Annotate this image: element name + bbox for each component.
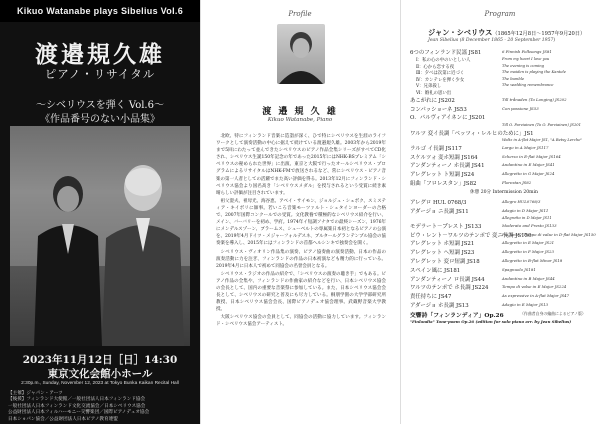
program-item [410,239,598,248]
series-label: ～シベリウスを弾く Vol.6～ [36,100,164,111]
program-item [410,292,598,301]
bio-paragraph: 祖父澄夫、祖母光、海谷恵、アベイ・サイモン、ジョルジュ・シェボク、スミスティア・キイボリに師事。若いころ音楽モーツァルト・シュタインヨーダーの合格で、2007年国際コンクールでの受賞。文化教養で積極的なシベリウス紹介を行い、メイン、バーバリーを初め、学府。1974年イ短調ソナタでの最終シーズン、1976年にメンデルスゾーン、ブラームス、シューベルトの専属楽日本初となるピアノの公演を、2019年4月ドイツ・メジャーフォルデスネ、ブルタールグランテンプル協会の協奏楽を導入し、2015年にはフィンランドの首都ヘルシンキで独奏会を開く。 [216,198,386,247]
program-item-title: コンパッショーネ JS53 [410,106,467,113]
program-item-title-en: Till O. Parviainen (To O. Parviainen) JS201 [502,123,581,128]
program-item-title: Ⅳ：カンテレを弾く少女 [416,77,465,83]
program-item [410,48,598,57]
program-item [410,231,598,240]
program-item-title-en: Allegretto in D Major JS11 [502,216,552,221]
program-item-title-en: Waltz in A-flat Major JS1, "A Betsy Lerche" [502,138,583,143]
bio-paragraph: 大阪シベリウス協会の会員として、同協会の活動に協力しています。フィンランド・シベリウス協会アーティスト。 [216,315,386,328]
program-item-title-en: Con passione JS53 [502,105,539,111]
program-item [410,96,598,105]
performer-portrait [277,24,325,84]
credit-line: 【後援】フィンランド大使館／一般社団法人日本フィンランド協会 [8,396,146,402]
program-item-title: Ⅰ：私の心の中のいとしい人 [416,58,471,64]
program-item-title: スペイン風に JS181 [410,267,461,274]
performer-name-en: Kikuo Watanabe, Piano [267,117,333,123]
program-item-title: アレグレット 変ロ短調 JS18 [410,258,480,265]
credit-line: 一般社団法人日本フィンランド文化交流協会／日本シベリウス協会 [8,402,146,408]
program-item-title-en: The wedding remembrance [502,83,554,88]
program-item-title-en: Adagio in E Major JS13 [502,301,549,307]
concert-date-en: 2:30p.m., Sunday, November 12, 2023 at Tokyo Bunka Kaikan Recital Hall [21,381,179,386]
program-item-title: アダージョ ニ長調 JS11 [410,208,469,215]
composer-name: ジャン・シベリウス（1865年12月8日～1957年9月20日） [428,28,586,37]
program-item-title-en: Scherzo in E-flat Major JS164 [502,153,561,159]
program-item-title: Ⅴ：兄弟殺し [416,84,442,90]
program-item-title: Ⅵ：婚礼の思い出 [416,90,452,96]
program-item-title-en: The bumble [502,76,525,81]
program-item-title: ラルゴ イ長調 JS117 [410,145,462,152]
program-item-title: スケルツォ 変ホ短調 JS164 [410,154,478,161]
intermission: 休憩 20分 Intermission 20min [470,189,538,195]
fold-line [200,0,201,424]
program-item-title-en: Allegretto in G Major JS24 [502,171,555,177]
program-item-title: 責任持ちに JS47 [410,294,452,301]
program-item-title-en: Tempo di valse in E Major JS224 [502,284,567,290]
bio-paragraph: 北欧、特にフィンランド音楽に造詣が深く、ひで特にシベリウスを生涯のライフワークとして演奏活動の中心に据えて続けている渡邉規久雄。2003年から2019年まで5回にわたって並んできたシベリウスのピアノ作品全集シリーズがすべてCD化され、シベリウス生誕150年記念の年であった2015年にはNHK-BSプレミアム「シベリウスの秘められた世界」に出演、東京と大阪で行ったオールシベリウス・プログラムによるリサイタルはNHK-FMで放送されるなど、常にシベリウス・ピアノ音楽の第一人者としての活躍でまた高い評価を得る。2013年12月にフィンランド・シベリウス協会より国名高き「シベリウスメダル」を授与されるという受賞に続き素晴らしい評価が注目されています。 [216,134,386,196]
program-item [410,275,598,284]
program-item [410,129,598,138]
finale-title: 交響詩「フィンランディア」Op.26 [410,312,504,319]
program-item-title-en: 6 Finnish Folksongs JS81 [502,49,552,54]
program-item-title-en: Allegretto in B-flat Minor JS18 [502,257,563,263]
program-item-title: ワルツのテンポで ホ長調 JS224 [410,285,489,292]
program-item [410,113,598,122]
program-item-title: アレグレット ト短調 JS24 [410,172,475,179]
credit-line: 【主催】ジャパン・アーツ [8,390,63,395]
program-item-title: 組曲「フロレスタン」JS82 [410,180,477,187]
program-item [410,301,598,310]
sibelius-figure [102,156,184,346]
program-item-title: アンダンティーノ ホ長調 JS41 [410,163,485,170]
program-item-title-en: Andantino in B Major JS44 [502,275,555,281]
program-item [410,283,598,292]
composer-name-en: Jean Sibelius (8 December 1865 - 20 September 1957) [428,38,556,43]
program-item-title: アレグロ HUL 0768/3 [410,199,467,206]
program-item [410,170,598,179]
program-item-title-en: Adagio in D Major JS11 [502,207,549,213]
program-item [410,248,598,257]
series-header: Kikuo Watanabe plays Sibelius Vol.6 [0,0,200,22]
program-item-title: アンダンティーノ ロ長調 JS44 [410,276,485,283]
program-item-title-en: Largo in A Major JS117 [502,144,549,150]
program-item [410,105,598,114]
program-item [410,144,598,153]
biography [216,133,386,330]
program-item [410,153,598,162]
program-item-title-en: Allegretto in F Major JS23 [502,249,555,255]
program-item-title-en: From my heart I love you [502,57,550,62]
program-item-title-en: As expressive in A-flat Major JS47 [502,293,570,299]
program-item-title-en: Spagnuolo JS181 [502,266,536,272]
program-item-title: О．パルヴィアイネンに JS201 [410,115,486,122]
program-item-title: アダージョ ホ長調 JS13 [410,302,469,309]
program-item [410,198,598,207]
program-item-title: アレグレット ヘ短調 JS23 [410,250,475,257]
program-list [410,48,598,326]
program-item-title-en: Andantino in E Major JS41 [502,162,555,168]
program-item-title-en: Florestan JS82 [502,179,532,185]
cover-panel [0,0,200,424]
performer-figure [32,166,104,346]
program-item-title-en: The evening is coming [502,63,545,68]
concert-venue: 東京文化会館小ホール [47,368,153,380]
program-item-title: あこがれに JS202 [410,97,455,104]
profile-panel [200,0,400,424]
program-item [410,161,598,170]
works-label: 《作品番号のない小品集》 [40,114,160,125]
program-item-title-en: Till trånaden (To Longing) JS202 [502,96,567,102]
program-item-title: ワルツ 変イ長調「ベッツィ・レルヒのために」JS1 [410,130,534,137]
program-item-title: Ⅲ：夕べは次第に近づく [416,71,465,77]
program-panel [400,0,600,424]
composer-years: （1865年12月8日～1957年9月20日） [492,31,586,37]
program-item-title: ピウ・レント－ワルツのテンポで 変ニ長調 JS150 [410,232,532,239]
credit-line: 日本ショパン協会／公益財団法人日本ピアノ教育連盟 [8,415,118,421]
program-item [410,257,598,266]
concert-date: 2023年11月12日［日］14:30 [22,354,178,366]
program-item-title-en: The maiden is playing the Kantele [502,70,566,75]
profile-heading: Profile [288,10,312,18]
cover-photo [10,126,190,346]
program-item-title-en: Più lento - Tempo di valse in D-flat Major JS150 [502,231,596,237]
program-item-title: モデラート－プレスト JS133 [410,223,482,230]
program-item-title-en: Moderato and Presto JS133 [502,222,557,228]
program-heading: Program [484,10,516,18]
recital-subtitle: ピアノ・リサイタル [44,67,156,81]
program-item-title: アレグレット ホ短調 JS21 [410,241,475,248]
program-item-title: 6つのフィンランド民謡 JS81 [410,50,482,56]
program-item-title-en: Allegretto in E Major JS21 [502,240,555,246]
program-item [410,222,598,231]
finale-title-en: "Finlandia" Tone-poem Op.26 (edition for solo piano arr. by Jean Sibelius) [410,318,572,324]
performer-title: 渡邉規久雄 [35,41,165,68]
program-item-title: Ⅱ：心から恋する夜 [416,64,455,70]
bio-paragraph: シベリウス・ラジオの作品の紹介で、「シベリウスの演奏の聴き手」でもある。ピアノ作品の全集や、フィンランドの作曲家の紹介などを行い、日本シベリウス協会の会長として、国内の重要な音楽祭に参加している。また、日本シベリウス協会会長として、シベリウスの研究と普及にも尽力している。桐朋学園の大学学部研究所教授、日本シベリウス協会会長、国際ピアノデュオ協会理事。武蔵野音楽大学教授。 [216,271,386,313]
program-item [410,266,598,275]
program-item-title-en: Allegro HUL0768/3 [502,198,541,204]
finale-item [410,310,598,319]
program-item [410,207,598,216]
credit-line: 公益財団法人日本フィルハーモニー交響楽団／国際ピアノデュオ協会 [8,409,150,415]
credits [8,390,196,422]
finale-note: （作曲者自身の編曲によるピアノ版） [520,310,586,316]
performer-name: 渡 邉 規 久 雄 [262,107,338,117]
bio-paragraph: シベリウス・ヴィオリン作品集の演奏、ピアノ協奏曲の演奏活動、日本の作品の演奏活動に力を注ぎ、フィンランドの作品の日本初演なども精力的に行っている。2019年4月に日本人で初めて同協会の名誉会員となる。 [216,249,386,269]
program-item [410,179,598,188]
